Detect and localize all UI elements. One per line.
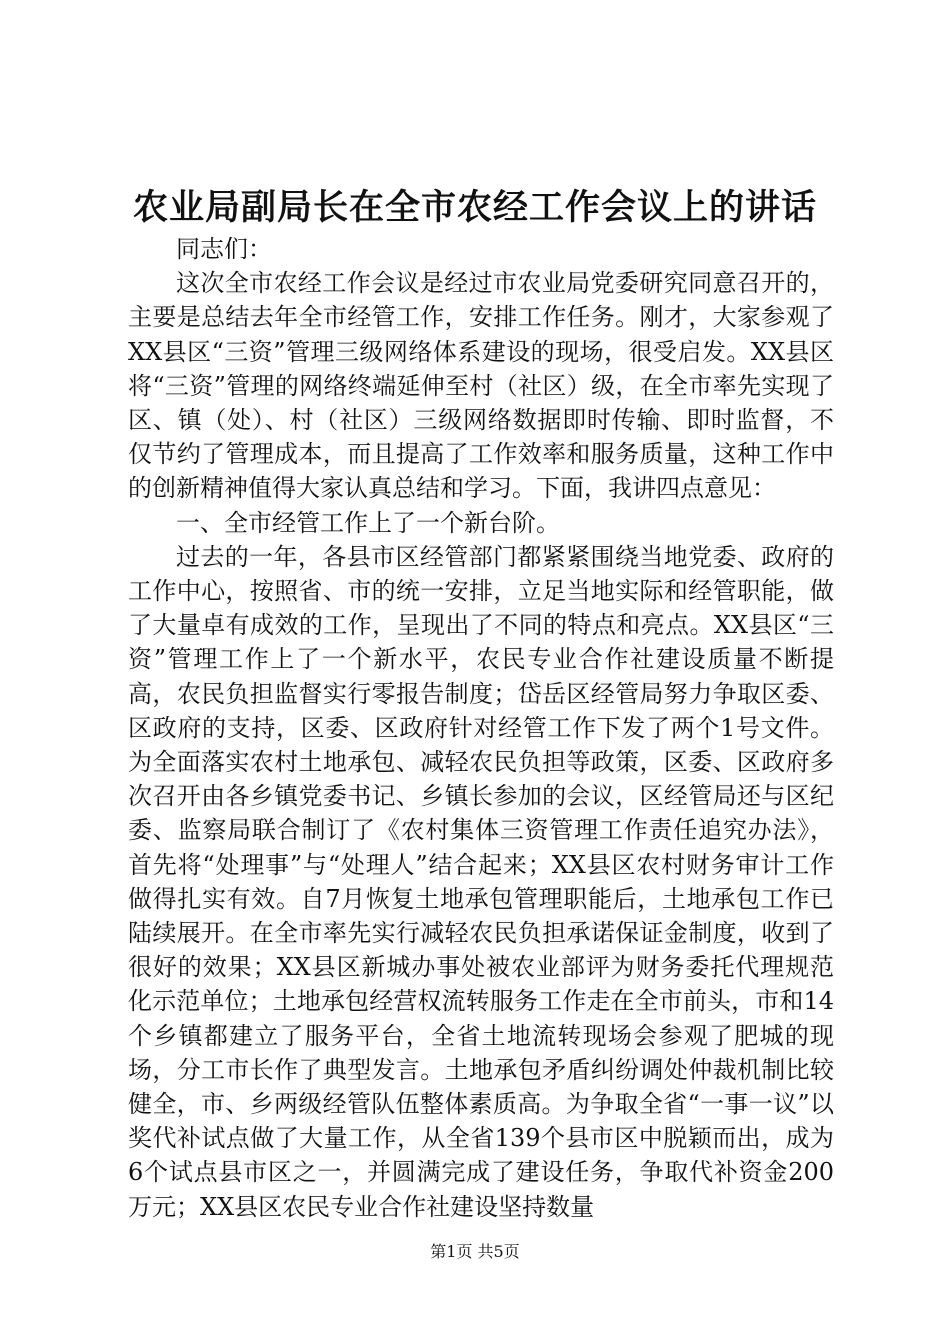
section-heading-paragraph: 一、全市经管工作上了一个新台阶。 — [176, 508, 560, 537]
document-title: 农业局副局长在全市农经工作会议上的讲话 — [132, 187, 817, 228]
intro-paragraph: 这次全市农经工作会议是经过市农业局党委研究同意召开的，主要是总结去年全市经管工作，安排工作任务。刚才，大家参观了XX县区“三资”管理三级网络体系建设的现场，很受启发。XX县区将“三资”管理的网络终端延伸至村（社区）级，在全市率先实现了区、镇（处）、村（社区）三级网络数据即时传输、即时监督，不仅节约了管理成本，而且提高了工作效率和服务质量，这种工作中的创新精神值得大家认真总结和学习。下面，我讲四点意见： — [128, 269, 834, 503]
page-footer: 第1页 共5页 — [430, 1242, 520, 1261]
salutation-paragraph: 同志们： — [176, 235, 272, 263]
document-body — [128, 232, 834, 1224]
body-paragraph: 过去的一年，各县市区经管部门都紧紧围绕当地党委、政府的工作中心，按照省、市的统一安排，立足当地实际和经管职能，做了大量卓有成效的工作，呈现出了不同的特点和亮点。XX县区“三资”管理工作上了一个新水平，农民专业合作社建设质量不断提高，农民负担监督实行零报告制度；岱岳区经管局努力争取区委、区政府的支持，区委、区政府针对经管工作下发了两个1号文件。为全面落实农村土地承包、减轻农民负担等政策，区委、区政府多次召开由各乡镇党委书记、乡镇长参加的会议，区经管局还与区纪委、监察局联合制订了《农村集体三资管理工作责任追究办法》，首先将“处理事”与“处理人”结合起来；XX县区农村财务审计工作做得扎实有效。自7月恢复土地承包管理职能后，土地承包工作已陆续展开。在全市率先实行减轻农民负担承诺保证金制度，收到了很好的效果；XX县区新城办事处被农业部评为财务委托代理规范化示范单位；土地承包经营权流转服务工作走在全市前头，市和14个乡镇都建立了服务平台，全省土地流转现场会参观了肥城的现场，分工市长作了典型发言。土地承包矛盾纠纷调处仲裁机制比较健全，市、乡两级经管队伍整体素质高。为争取全省“一事一议”以奖代补试点做了大量工作，从全省139个县市区中脱颖而出，成为6个试点县市区之一，并圆满完成了建设任务，争取代补资金200万元；XX县区农民专业合作社建设坚持数量 — [128, 542, 834, 1221]
